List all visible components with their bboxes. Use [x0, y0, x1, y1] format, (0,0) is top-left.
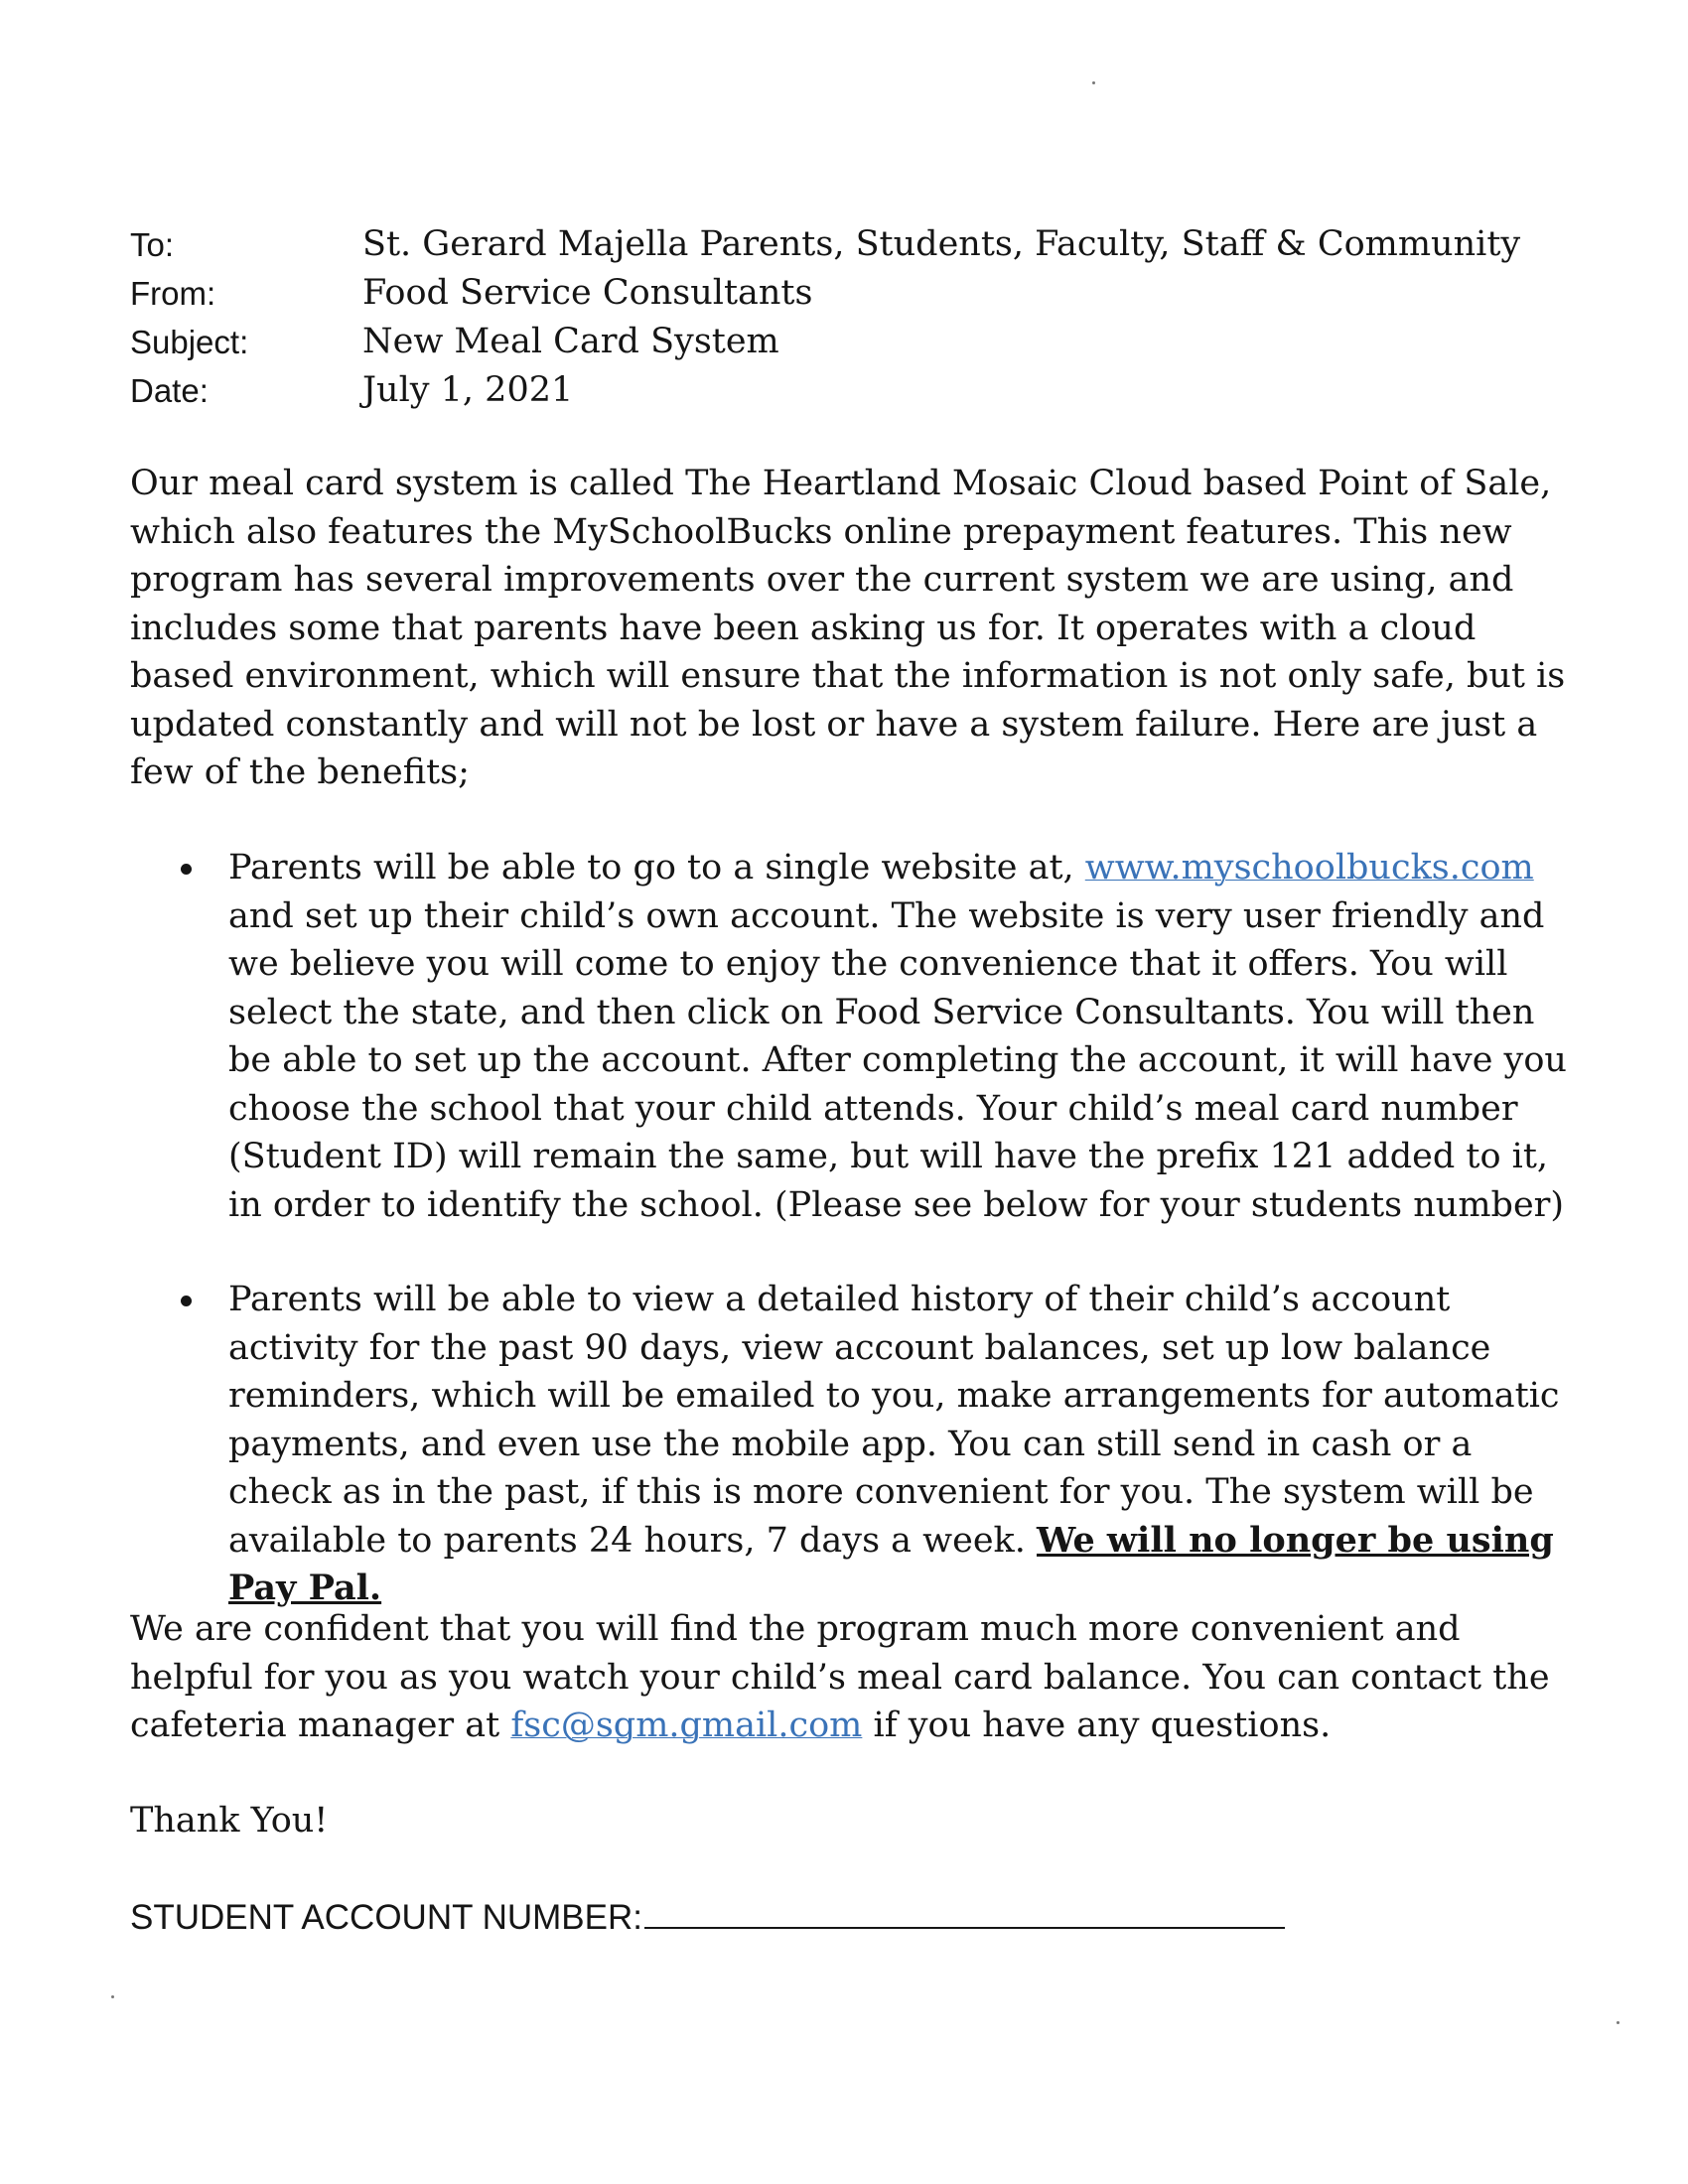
- bullet-dot: [181, 864, 192, 875]
- scan-speck: [1617, 2021, 1619, 2024]
- closing-text-start: We are confident that you will find the program much more convenient and helpful for you as you watch your child’s meal card balance. You can contact the cafeteria manager at: [130, 1609, 1550, 1745]
- closing-text-end: if you have any questions.: [862, 1706, 1332, 1745]
- from-label: From:: [130, 275, 216, 312]
- subject-row: [130, 318, 1560, 366]
- to-value: St. Gerard Majella Parents, Students, Faculty, Staff & Community: [362, 224, 1521, 264]
- scan-speck: [1092, 81, 1095, 84]
- manager-email-link[interactable]: fsc@sgm.gmail.com: [510, 1706, 863, 1745]
- date-label: Date:: [130, 372, 209, 409]
- benefit-website-item: [130, 844, 1580, 1229]
- benefit-list-first: [130, 844, 1580, 1229]
- closing-paragraph: [130, 1605, 1580, 1750]
- benefit-website-text-start: Parents will be able to go to a single website at,: [228, 848, 1085, 887]
- benefit-history-item: [130, 1276, 1580, 1613]
- to-label: To:: [130, 226, 175, 263]
- from-row: [130, 269, 1560, 318]
- date-row: [130, 366, 1560, 415]
- benefit-website-text-end: and set up their child’s own account. The website is very user friendly and we believe you will come to enjoy the convenience that it offers. You will select the state, and then click on Food Service Consultants. You will then be able to set up the account. After completing the account, it will have you choose the school that your child attends. Your child’s meal card number (Student ID) will remain the same, but will have the prefix 121 added to it, in order to identify the school. (Please see below for your students number): [228, 895, 1567, 1225]
- bullet-dot: [181, 1296, 192, 1306]
- paypal-notice: We will no longer be using Pay Pal.: [228, 1519, 1554, 1608]
- from-value: Food Service Consultants: [362, 273, 813, 313]
- subject-value: New Meal Card System: [362, 322, 779, 361]
- benefit-list-second: [130, 1276, 1580, 1613]
- subject-label: Subject:: [130, 324, 249, 360]
- memo-header: [130, 220, 1560, 415]
- myschoolbucks-link[interactable]: www.myschoolbucks.com: [1084, 848, 1534, 887]
- account-number-blank: [644, 1891, 1285, 1929]
- benefit-history-text: Parents will be able to view a detailed history of their child’s account activity for the past 90 days, view account balances, set up low balance reminders, which will be emailed to you, make arrangements for automatic payments, and even use the mobile app. You can still send in cash or a check as in the past, if this is more convenient for you. The system will be available to parents 24 hours, 7 days a week.: [228, 1280, 1560, 1561]
- date-value: July 1, 2021: [362, 370, 574, 410]
- scan-speck: [111, 1995, 114, 1998]
- student-account-line: [130, 1891, 1285, 1942]
- account-number-label: STUDENT ACCOUNT NUMBER:: [130, 1898, 642, 1937]
- to-row: [130, 220, 1560, 269]
- thank-you: Thank You!: [130, 1801, 329, 1841]
- intro-paragraph: Our meal card system is called The Heartland Mosaic Cloud based Point of Sale, which also features the MySchoolBucks online prepayment features. This new program has several improvements over the current system we are using, and includes some that parents have been asking us for. It operates with a cloud based environment, which will ensure that the information is not only safe, but is updated constantly and will not be lost or have a system failure. Here are just a few of the benefits;: [130, 464, 1566, 792]
